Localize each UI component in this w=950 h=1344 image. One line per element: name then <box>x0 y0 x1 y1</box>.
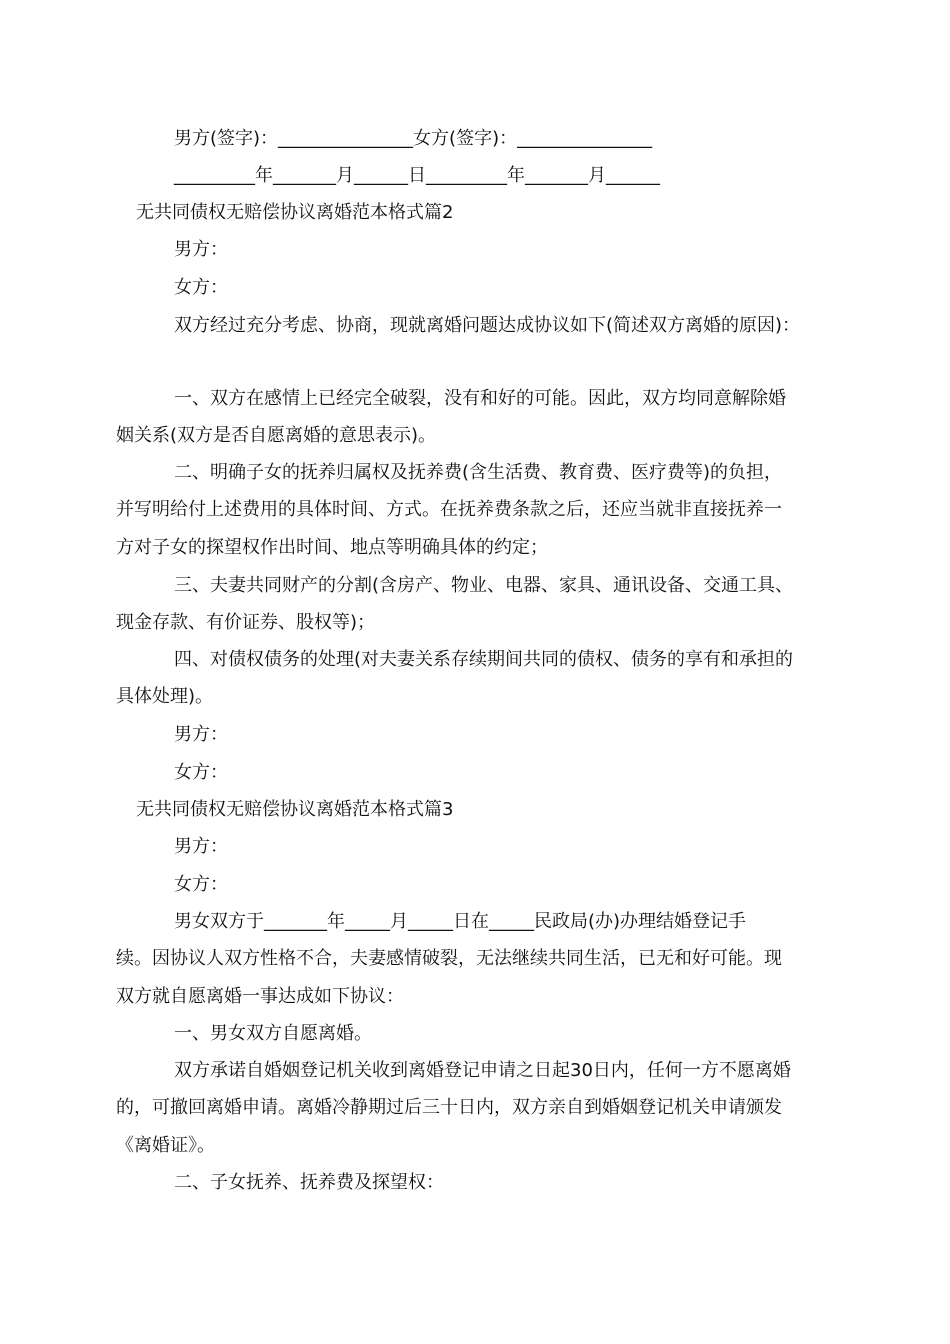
male-party-label: 男方： <box>174 836 228 857</box>
clause-1-line-2: 姻关系(双方是否自愿离婚的意思表示)。 <box>116 425 437 446</box>
agreement-item-2: 二、子女抚养、抚养费及探望权： <box>174 1172 444 1193</box>
date-line: _________年_______月______日_________年_______月______ <box>174 165 660 186</box>
signature-line: 男方(签字)：_______________女方(签字)：_______________ <box>174 128 653 149</box>
female-party-label: 女方： <box>174 277 228 298</box>
marriage-registration-line-2: 续。因协议人双方性格不合，夫妻感情破裂，无法继续共同生活，已无和好可能。现 <box>116 948 782 969</box>
section-heading-3: 无共同债权无赔偿协议离婚范本格式篇3 <box>136 799 454 820</box>
clause-2-line-1: 二、明确子女的抚养归属权及抚养费(含生活费、教育费、医疗费等)的负担， <box>174 462 783 483</box>
clause-3-line-2: 现金存款、有价证券、股权等)； <box>116 612 376 633</box>
clause-4-line-2: 具体处理)。 <box>116 686 214 707</box>
cooling-off-line-3: 《离婚证》。 <box>116 1135 215 1156</box>
cooling-off-line-2: 的，可撤回离婚申请。离婚冷静期过后三十日内，双方亲自到婚姻登记机关申请颁发 <box>116 1097 782 1118</box>
cooling-off-line-1: 双方承诺自婚姻登记机关收到离婚登记申请之日起30日内，任何一方不愿离婚 <box>174 1060 791 1081</box>
male-party-label: 男方： <box>174 724 228 745</box>
clause-2-line-2: 并写明给付上述费用的具体时间、方式。在抚养费条款之后，还应当就非直接抚养一 <box>116 499 782 520</box>
female-party-label: 女方： <box>174 762 228 783</box>
male-party-label: 男方： <box>174 239 228 260</box>
clause-4-line-1: 四、对债权债务的处理(对夫妻关系存续期间共同的债权、债务的享有和承担的 <box>174 649 794 670</box>
female-party-label: 女方： <box>174 874 228 895</box>
clause-2-line-3: 方对子女的探望权作出时间、地点等明确具体的约定； <box>116 537 548 558</box>
agreement-item-1: 一、男女双方自愿离婚。 <box>174 1023 372 1044</box>
clause-3-line-1: 三、夫妻共同财产的分割(含房产、物业、电器、家具、通讯设备、交通工具、 <box>174 575 794 596</box>
clause-1-line-1: 一、双方在感情上已经完全破裂，没有和好的可能。因此，双方均同意解除婚 <box>174 388 786 409</box>
paragraph-intro: 双方经过充分考虑、协商，现就离婚问题达成协议如下(简述双方离婚的原因)： <box>174 315 801 336</box>
section-heading-2: 无共同债权无赔偿协议离婚范本格式篇2 <box>136 202 454 223</box>
marriage-registration-line-1: 男女双方于_______年_____月_____日在_____民政局(办)办理结婚登记手 <box>174 911 747 932</box>
marriage-registration-line-3: 双方就自愿离婚一事达成如下协议： <box>116 986 404 1007</box>
